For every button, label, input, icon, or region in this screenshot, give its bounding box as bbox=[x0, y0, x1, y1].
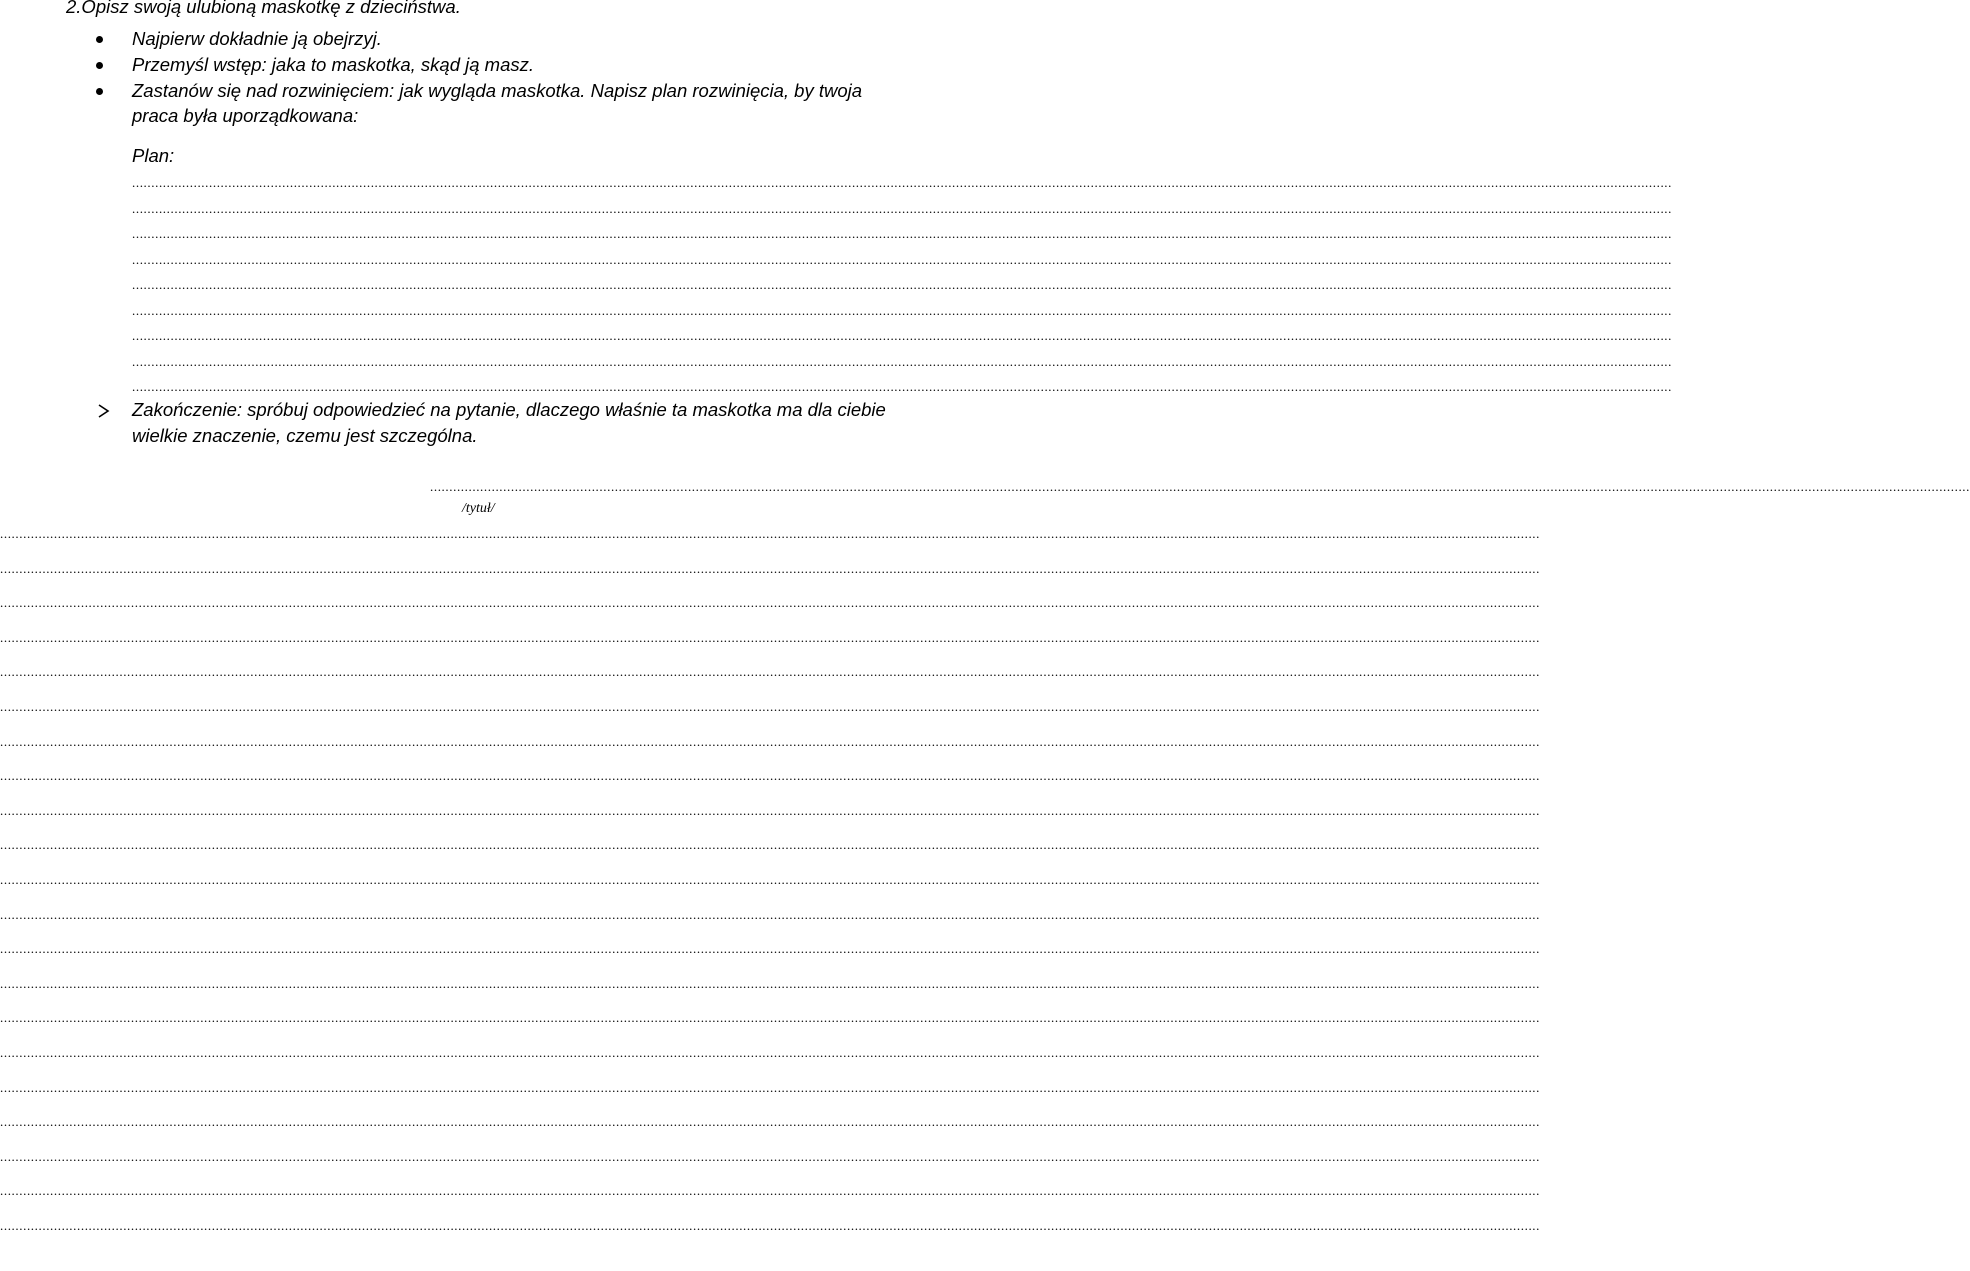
bullet-dot-icon bbox=[96, 88, 103, 95]
bullet-text: Zastanów się nad rozwinięciem: jak wygląda maskotka. Napisz plan rozwinięcia, by twoja bbox=[132, 80, 863, 101]
plan-blank-line[interactable]: ................................................................................................................................................................................................................................................................................................................................................................................................................ bbox=[132, 277, 1672, 292]
writing-blank-line[interactable]: ................................................................................................................................................................................................................................................................................................................................................................................................................ bbox=[0, 1045, 1540, 1060]
writing-blank-line[interactable]: ................................................................................................................................................................................................................................................................................................................................................................................................................ bbox=[0, 872, 1540, 887]
writing-blank-line[interactable]: ................................................................................................................................................................................................................................................................................................................................................................................................................ bbox=[0, 975, 1540, 991]
writing-blank-line[interactable]: ................................................................................................................................................................................................................................................................................................................................................................................................................ bbox=[0, 699, 1540, 714]
conclusion-line-2: wielkie znaczenie, czemu jest szczególna. bbox=[132, 425, 478, 446]
arrow-bullet-icon bbox=[96, 403, 112, 419]
bullet-text: Przemyśl wstęp: jaka to maskotka, skąd ją masz. bbox=[132, 54, 534, 75]
title-blank-line[interactable]: ................................................................................................................................................................................................................................................................................................................................................................................................................ bbox=[430, 479, 1970, 494]
writing-blank-line[interactable]: ................................................................................................................................................................................................................................................................................................................................................................................................................ bbox=[0, 629, 1540, 645]
writing-blank-line[interactable]: ................................................................................................................................................................................................................................................................................................................................................................................................................ bbox=[0, 1218, 1540, 1233]
plan-label: Plan: bbox=[132, 145, 175, 166]
writing-blank-line[interactable]: ................................................................................................................................................................................................................................................................................................................................................................................................................ bbox=[0, 768, 1540, 784]
writing-blank-line[interactable]: ................................................................................................................................................................................................................................................................................................................................................................................................................ bbox=[0, 837, 1540, 853]
writing-blank-line[interactable]: ................................................................................................................................................................................................................................................................................................................................................................................................................ bbox=[0, 906, 1540, 922]
bullet-dot-icon bbox=[96, 62, 103, 69]
writing-blank-line[interactable]: ................................................................................................................................................................................................................................................................................................................................................................................................................ bbox=[0, 1148, 1540, 1164]
bullet-text: Najpierw dokładnie ją obejrzyj. bbox=[132, 28, 382, 49]
conclusion-line-1: Zakończenie: spróbuj odpowiedzieć na pytanie, dlaczego właśnie ta maskotka ma dla ciebie bbox=[132, 399, 886, 420]
bullet-item-3-continued: praca była uporządkowana: bbox=[132, 105, 359, 126]
writing-blank-line[interactable]: ................................................................................................................................................................................................................................................................................................................................................................................................................ bbox=[0, 526, 1540, 541]
plan-blank-line[interactable]: ................................................................................................................................................................................................................................................................................................................................................................................................................ bbox=[132, 328, 1672, 343]
bullet-dot-icon bbox=[96, 36, 103, 43]
task-heading: 2.Opisz swoją ulubioną maskotkę z dzieciństwa. bbox=[66, 0, 461, 17]
writing-blank-line[interactable]: ................................................................................................................................................................................................................................................................................................................................................................................................................ bbox=[0, 941, 1540, 957]
plan-blank-line[interactable]: ................................................................................................................................................................................................................................................................................................................................................................................................................ bbox=[132, 353, 1672, 369]
writing-blank-line[interactable]: ................................................................................................................................................................................................................................................................................................................................................................................................................ bbox=[0, 560, 1540, 576]
writing-blank-line[interactable]: ................................................................................................................................................................................................................................................................................................................................................................................................................ bbox=[0, 733, 1540, 749]
writing-blank-line[interactable]: ................................................................................................................................................................................................................................................................................................................................................................................................................ bbox=[0, 1079, 1540, 1095]
writing-blank-line[interactable]: ................................................................................................................................................................................................................................................................................................................................................................................................................ bbox=[0, 802, 1540, 818]
plan-blank-line[interactable]: ................................................................................................................................................................................................................................................................................................................................................................................................................ bbox=[132, 251, 1672, 267]
plan-blank-line[interactable]: ................................................................................................................................................................................................................................................................................................................................................................................................................ bbox=[132, 379, 1672, 394]
plan-blank-line[interactable]: ................................................................................................................................................................................................................................................................................................................................................................................................................ bbox=[132, 302, 1672, 318]
plan-blank-line[interactable]: ................................................................................................................................................................................................................................................................................................................................................................................................................ bbox=[132, 226, 1672, 241]
title-label: /tytuł/ bbox=[462, 501, 495, 516]
plan-blank-line[interactable]: ................................................................................................................................................................................................................................................................................................................................................................................................................ bbox=[132, 200, 1672, 216]
plan-blank-line[interactable]: ................................................................................................................................................................................................................................................................................................................................................................................................................ bbox=[132, 175, 1672, 190]
writing-blank-line[interactable]: ................................................................................................................................................................................................................................................................................................................................................................................................................ bbox=[0, 664, 1540, 680]
writing-blank-line[interactable]: ................................................................................................................................................................................................................................................................................................................................................................................................................ bbox=[0, 1183, 1540, 1199]
writing-blank-line[interactable]: ................................................................................................................................................................................................................................................................................................................................................................................................................ bbox=[0, 1114, 1540, 1130]
writing-blank-line[interactable]: ................................................................................................................................................................................................................................................................................................................................................................................................................ bbox=[0, 1010, 1540, 1026]
writing-blank-line[interactable]: ................................................................................................................................................................................................................................................................................................................................................................................................................ bbox=[0, 595, 1540, 611]
